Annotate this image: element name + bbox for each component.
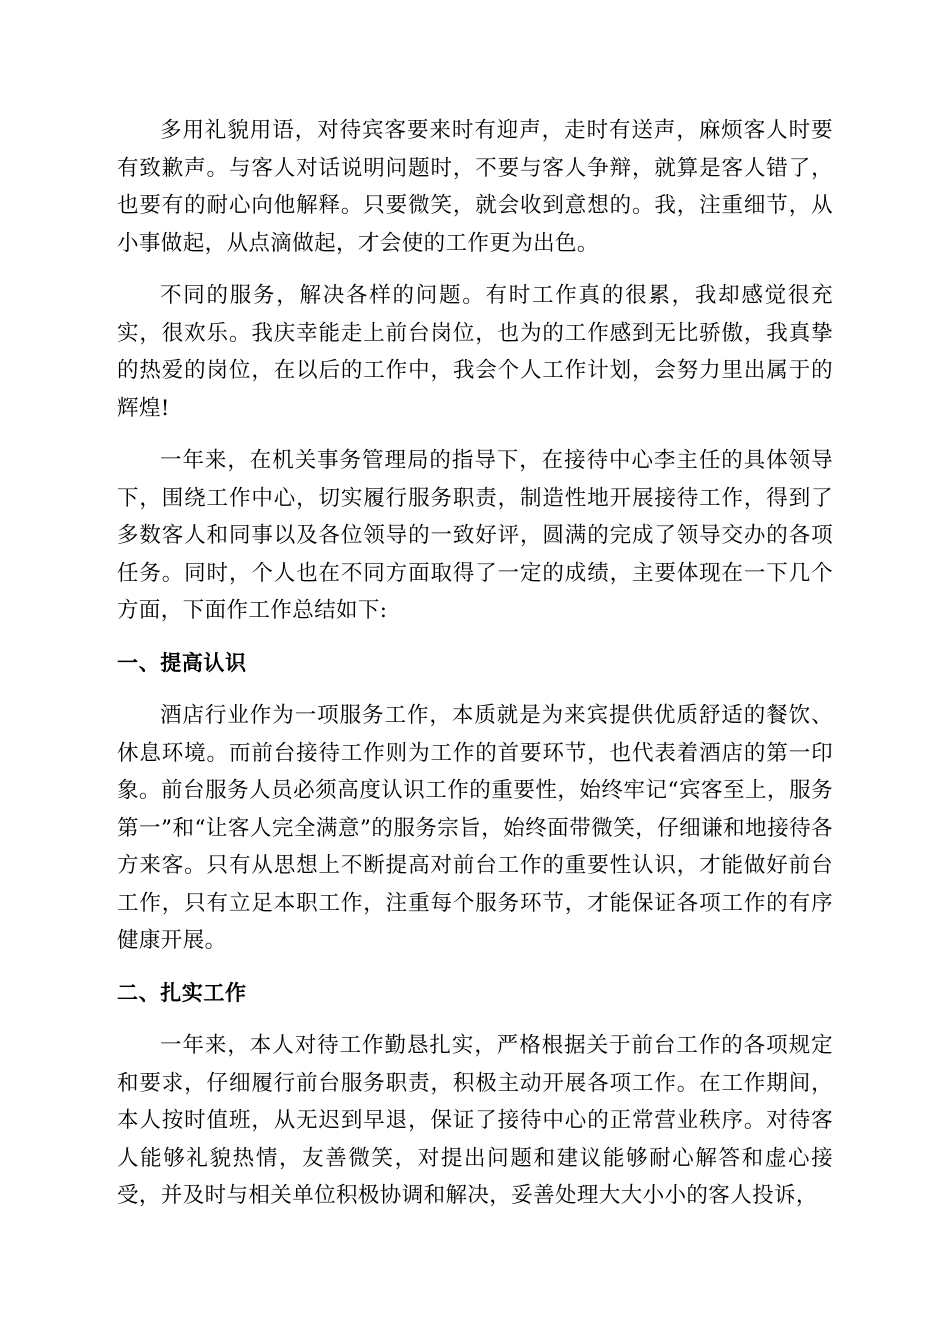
paragraph-diligent-work: 一年来，本人对待工作勤恳扎实，严格根据关于前台工作的各项规定和要求，仔细履行前台服务职责，积极主动开展各项工作。在工作期间，本人按时值班，从无迟到早退，保证了接待中心的正常营业秩序。对待客人能够礼貌热情，友善微笑，对提出问题和建议能够耐心解答和虚心接受，并及时与相关单位积极协调和解决，妥善处理大大小小的客人投诉， [117,1033,833,1208]
section-heading-solid-work: 二、扎实工作 [117,980,247,1005]
paragraph-hotel-industry: 酒店行业作为一项服务工作，本质就是为来宾提供优质舒适的餐饮、休息环境。而前台接待工作则为工作的首要环节，也代表着酒店的第一印象。前台服务人员必须高度认识工作的重要性，始终牢记“宾客至上，服务第一”和“让客人完全满意”的服务宗旨，始终面带微笑，仔细谦和地接待各方来客。只有从思想上不断提高对前台工作的重要性认识，才能做好前台工作，只有立足本职工作，注重每个服务环节，才能保证各项工作的有序健康开展。 [117,703,833,953]
section-heading-raise-awareness: 一、提高认识 [117,650,247,675]
paragraph-year-summary-intro: 一年来，在机关事务管理局的指导下，在接待中心李主任的具体领导下，围绕工作中心，切实履行服务职责，制造性地开展接待工作，得到了多数客人和同事以及各位领导的一致好评，圆满的完成了领导交办的各项任务。同时，个人也在不同方面取得了一定的成绩，主要体现在一下几个方面，下面作工作总结如下: [117,448,833,623]
document-page [117,112,833,1230]
paragraph-service-problems: 不同的服务，解决各样的问题。有时工作真的很累，我却感觉很充实，很欢乐。我庆幸能走上前台岗位，也为的工作感到无比骄傲，我真挚的热爱的岗位，在以后的工作中，我会个人工作计划，会努力里出属于的辉煌! [117,283,833,421]
paragraph-courtesy: 多用礼貌用语，对待宾客要来时有迎声，走时有送声，麻烦客人时要有致歉声。与客人对话说明问题时，不要与客人争辩，就算是客人错了，也要有的耐心向他解释。只要微笑，就会收到意想的。我，注重细节，从小事做起，从点滴做起，才会使的工作更为出色。 [117,118,833,256]
